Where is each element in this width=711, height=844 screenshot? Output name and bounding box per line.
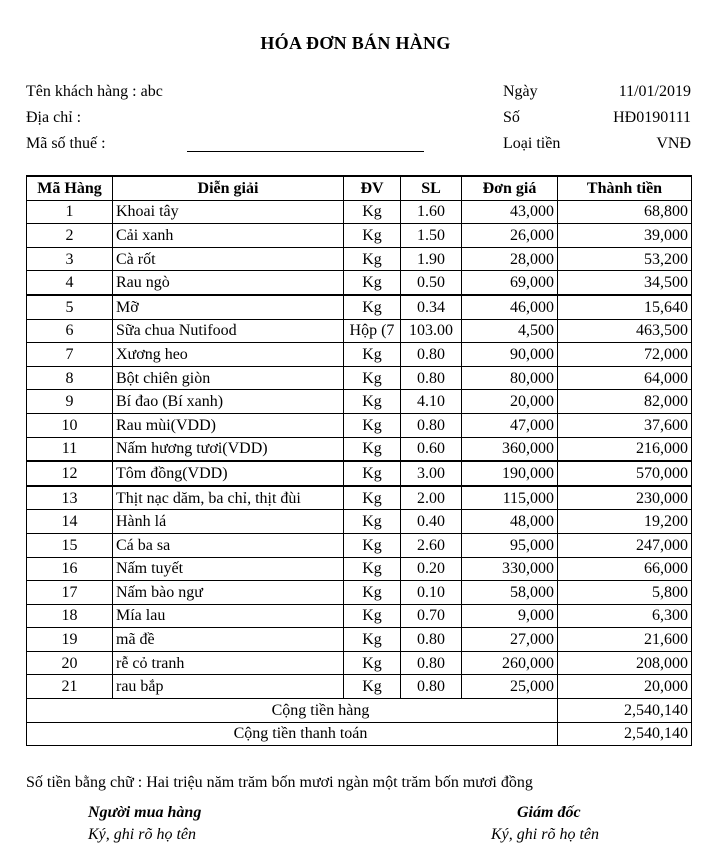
table-row [27,295,692,319]
cell-amount: 247,000 [558,533,692,557]
items-table [26,175,692,746]
cell-unit-price: 58,000 [462,581,558,605]
cell-amount: 64,000 [558,366,692,390]
cell-unit-price: 90,000 [462,343,558,367]
cell-description: Cải xanh [113,224,344,248]
cell-amount: 230,000 [558,486,692,510]
cell-description: Cá ba sa [113,533,344,557]
cell-description: Nấm tuyết [113,557,344,581]
subtotal-value: 2,540,140 [558,699,692,723]
cell-quantity: 0.50 [401,271,462,295]
cell-unit: Kg [344,390,401,414]
cell-item-code: 19 [27,628,113,652]
cell-amount: 37,600 [558,413,692,437]
date-value: 11/01/2019 [618,83,691,100]
cell-unit-price: 47,000 [462,413,558,437]
cell-quantity: 0.20 [401,557,462,581]
table-row [27,604,692,628]
cell-description: Bột chiên giòn [113,366,344,390]
header-quantity: SL [401,176,462,200]
cell-description: Thịt nạc dăm, ba chỉ, thịt đùi [113,486,344,510]
cell-description: Rau mùi(VDD) [113,413,344,437]
buyer-signature-title: Người mua hàng [88,804,202,821]
cell-description: Cà rốt [113,247,344,271]
table-row [27,581,692,605]
cell-amount: 21,600 [558,628,692,652]
cell-unit: Kg [344,413,401,437]
cell-item-code: 6 [27,319,113,343]
cell-unit: Kg [344,461,401,486]
table-row [27,343,692,367]
table-row [27,557,692,581]
cell-unit-price: 48,000 [462,510,558,534]
cell-description: Sữa chua Nutifood [113,319,344,343]
table-row [27,319,692,343]
cell-item-code: 15 [27,533,113,557]
table-row [27,533,692,557]
cell-amount: 463,500 [558,319,692,343]
cell-item-code: 16 [27,557,113,581]
cell-quantity: 1.50 [401,224,462,248]
cell-description: Khoai tây [113,200,344,224]
cell-quantity: 0.70 [401,604,462,628]
cell-quantity: 0.10 [401,581,462,605]
cell-item-code: 20 [27,651,113,675]
cell-amount: 72,000 [558,343,692,367]
table-body [27,200,692,698]
table-row [27,510,692,534]
cell-unit-price: 260,000 [462,651,558,675]
cell-quantity: 1.60 [401,200,462,224]
cell-description: rễ cỏ tranh [113,651,344,675]
cell-unit-price: 28,000 [462,247,558,271]
cell-item-code: 3 [27,247,113,271]
cell-amount: 19,200 [558,510,692,534]
cell-unit: Kg [344,628,401,652]
tax-code-label: Mã số thuế : [26,135,106,152]
cell-quantity: 1.90 [401,247,462,271]
cell-description: Hành lá [113,510,344,534]
cell-unit: Kg [344,200,401,224]
cell-description: Mía lau [113,604,344,628]
table-row [27,651,692,675]
table-row [27,437,692,461]
table-row [27,461,692,486]
cell-amount: 34,500 [558,271,692,295]
cell-amount: 208,000 [558,651,692,675]
cell-unit-price: 27,000 [462,628,558,652]
cell-quantity: 0.80 [401,651,462,675]
cell-unit-price: 69,000 [462,271,558,295]
cell-amount: 66,000 [558,557,692,581]
cell-item-code: 17 [27,581,113,605]
cell-quantity: 0.80 [401,366,462,390]
cell-unit: Kg [344,675,401,699]
cell-description: mã đề [113,628,344,652]
table-row [27,413,692,437]
cell-unit-price: 43,000 [462,200,558,224]
cell-amount: 5,800 [558,581,692,605]
cell-item-code: 10 [27,413,113,437]
cell-description: Tôm đồng(VDD) [113,461,344,486]
cell-quantity: 3.00 [401,461,462,486]
cell-unit-price: 4,500 [462,319,558,343]
cell-unit: Kg [344,224,401,248]
cell-unit-price: 190,000 [462,461,558,486]
cell-amount: 82,000 [558,390,692,414]
table-row [27,366,692,390]
cell-unit: Hộp (7 [344,319,401,343]
header-description: Diễn giải [113,176,344,200]
table-row [27,200,692,224]
director-signature-title: Giám đốc [517,804,581,821]
table-row [27,486,692,510]
cell-unit-price: 26,000 [462,224,558,248]
cell-description: Nấm hương tươi(VDD) [113,437,344,461]
cell-unit: Kg [344,366,401,390]
cell-item-code: 14 [27,510,113,534]
cell-item-code: 7 [27,343,113,367]
cell-description: Nấm bào ngư [113,581,344,605]
cell-unit: Kg [344,343,401,367]
cell-unit-price: 9,000 [462,604,558,628]
cell-unit-price: 46,000 [462,295,558,319]
header-item-code: Mã Hàng [27,176,113,200]
cell-unit-price: 360,000 [462,437,558,461]
table-row [27,390,692,414]
cell-quantity: 0.60 [401,437,462,461]
cell-unit: Kg [344,271,401,295]
cell-item-code: 9 [27,390,113,414]
cell-unit-price: 80,000 [462,366,558,390]
table-row [27,271,692,295]
subtotal-row [27,699,692,723]
cell-unit: Kg [344,247,401,271]
cell-item-code: 18 [27,604,113,628]
cell-quantity: 0.80 [401,675,462,699]
table-row [27,247,692,271]
buyer-signature-note: Ký, ghi rõ họ tên [88,826,196,843]
cell-unit: Kg [344,486,401,510]
cell-item-code: 2 [27,224,113,248]
cell-item-code: 8 [27,366,113,390]
cell-unit: Kg [344,533,401,557]
currency-label: Loại tiền [503,135,561,152]
cell-quantity: 2.60 [401,533,462,557]
total-label: Cộng tiền thanh toán [27,722,558,746]
invoice-number-label: Số [503,109,520,126]
cell-item-code: 21 [27,675,113,699]
cell-description: Rau ngò [113,271,344,295]
director-signature-note: Ký, ghi rõ họ tên [491,826,599,843]
table-row [27,628,692,652]
cell-quantity: 0.34 [401,295,462,319]
cell-unit-price: 330,000 [462,557,558,581]
table-row [27,675,692,699]
cell-unit: Kg [344,651,401,675]
cell-amount: 39,000 [558,224,692,248]
total-value: 2,540,140 [558,722,692,746]
header-unit-price: Đơn giá [462,176,558,200]
cell-amount: 6,300 [558,604,692,628]
cell-item-code: 12 [27,461,113,486]
cell-quantity: 0.80 [401,413,462,437]
cell-item-code: 13 [27,486,113,510]
cell-description: Bí đao (Bí xanh) [113,390,344,414]
currency-value: VNĐ [656,135,691,152]
cell-amount: 20,000 [558,675,692,699]
cell-item-code: 1 [27,200,113,224]
cell-unit-price: 25,000 [462,675,558,699]
cell-unit-price: 20,000 [462,390,558,414]
table-header-row [27,176,692,200]
cell-amount: 68,800 [558,200,692,224]
cell-unit: Kg [344,510,401,534]
cell-quantity: 4.10 [401,390,462,414]
cell-amount: 216,000 [558,437,692,461]
total-row [27,722,692,746]
cell-description: Xương heo [113,343,344,367]
date-label: Ngày [503,83,538,100]
cell-item-code: 5 [27,295,113,319]
cell-description: rau bắp [113,675,344,699]
cell-unit-price: 95,000 [462,533,558,557]
cell-quantity: 0.80 [401,343,462,367]
cell-description: Mỡ [113,295,344,319]
cell-unit: Kg [344,557,401,581]
cell-quantity: 103.00 [401,319,462,343]
subtotal-label: Cộng tiền hàng [27,699,558,723]
header-amount: Thành tiền [558,176,692,200]
cell-amount: 15,640 [558,295,692,319]
cell-amount: 570,000 [558,461,692,486]
cell-quantity: 0.40 [401,510,462,534]
cell-item-code: 11 [27,437,113,461]
invoice-title: HÓA ĐƠN BÁN HÀNG [260,33,451,53]
cell-quantity: 0.80 [401,628,462,652]
header-unit: ĐV [344,176,401,200]
cell-item-code: 4 [27,271,113,295]
cell-unit: Kg [344,437,401,461]
cell-unit: Kg [344,581,401,605]
cell-unit: Kg [344,604,401,628]
tax-code-underline [187,151,424,152]
table-row [27,224,692,248]
cell-unit: Kg [344,295,401,319]
cell-quantity: 2.00 [401,486,462,510]
address-label: Địa chỉ : [26,109,82,126]
cell-amount: 53,200 [558,247,692,271]
customer-name-label: Tên khách hàng : abc [26,83,163,100]
amount-in-words: Số tiền bằng chữ : Hai triệu năm trăm bốn mươi ngàn một trăm bốn mươi đồng [26,774,533,791]
invoice-number-value: HĐ0190111 [613,109,691,126]
cell-unit-price: 115,000 [462,486,558,510]
